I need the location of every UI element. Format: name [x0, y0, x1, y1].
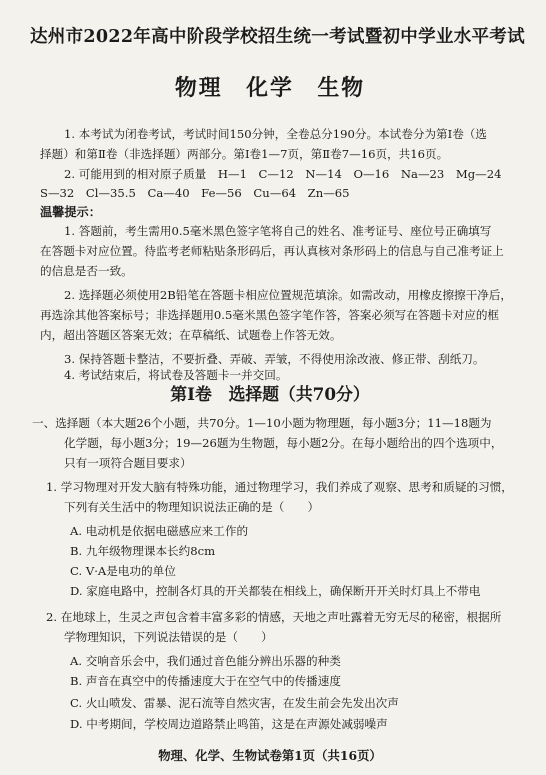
section-title: 第Ⅰ卷 选择题（共70分） — [170, 385, 370, 405]
tip-2-line-3: 内，超出答题区答案无效；在草稿纸、试题卷上作答无效。 — [40, 328, 342, 342]
section-intro-line-3: 只有一项符合题目要求） — [64, 456, 192, 470]
q1-option-d: D. 家庭电路中，控制各灯具的开关都装在相线上，确保断开开关时灯具上不带电 — [70, 584, 481, 598]
section-intro-line-2: 化学题，每小题3分；19—26题为生物题，每小题2分。在每小题给出的四个选项中， — [64, 436, 503, 450]
tip-4: 4. 考试结束后，将试卷及答题卡一并交回。 — [64, 368, 288, 382]
q1-option-b: B. 九年级物理课本长约8cm — [70, 544, 216, 558]
q1-stem-line-2: 下列有关生活中的物理知识说法正确的是（ ） — [64, 500, 320, 514]
tips-heading: 温馨提示： — [40, 205, 101, 219]
q2-option-d: D. 中考期间，学校周边道路禁止鸣笛，这是在声源处减弱噪声 — [70, 717, 388, 731]
tip-2-line-1: 2. 选择题必须使用2B铅笔在答题卡相应位置规范填涂。如需改动，用橡皮擦擦干净后， — [64, 288, 513, 302]
page-footer: 物理、化学、生物试卷第1页（共16页） — [158, 748, 382, 763]
exam-title: 达州市2022年高中阶段学校招生统一考试暨初中学业水平考试 — [30, 27, 525, 47]
q2-option-a: A. 交响音乐会中，我们通过音色能分辨出乐器的种类 — [70, 654, 341, 668]
note-1-line-2: 择题）和第Ⅱ卷（非选择题）两部分。第Ⅰ卷1—7页，第Ⅱ卷7—16页，共16页。 — [40, 147, 449, 161]
note-2-line-1: 2. 可能用到的相对原子质量 H—1 C—12 N—14 O—16 Na—23 Mg—24 — [64, 167, 502, 181]
tip-1-line-2: 在答题卡对应位置。待监考老师粘贴条形码后，再认真核对条形码上的信息与自己准考证上 — [40, 244, 504, 258]
tip-1-line-1: 1. 答题前，考生需用0.5毫米黑色签字笔将自己的姓名、准考证号、座位号正确填写 — [64, 224, 492, 238]
q2-option-c: C. 火山喷发、雷暴、泥石流等自然灾害，在发生前会先发出次声 — [70, 696, 399, 710]
tip-3: 3. 保持答题卡整洁，不要折叠、弄破、弄皱，不得使用涂改液、修正带、刮纸刀。 — [64, 352, 485, 366]
q1-option-c: C. V·A是电功的单位 — [70, 564, 176, 578]
note-1-line-1: 1. 本考试为闭卷考试，考试时间150分钟，全卷总分190分。本试卷分为第Ⅰ卷（选 — [64, 127, 487, 141]
q1-stem-line-1: 1. 学习物理对开发大脑有特殊功能，通过物理学习，我们养成了观察、思考和质疑的习惯， — [46, 480, 513, 494]
q2-stem-line-1: 2. 在地球上，生灵之声包含着丰富多彩的情感，天地之声吐露着无穷无尽的秘密，根据所 — [46, 610, 502, 624]
tip-1-line-3: 的信息是否一致。 — [40, 264, 133, 278]
q2-stem-line-2: 学物理知识，下列说法错误的是（ ） — [64, 630, 273, 644]
note-2-line-2: S—32 Cl—35.5 Ca—40 Fe—56 Cu—64 Zn—65 — [40, 186, 350, 200]
q2-option-b: B. 声音在真空中的传播速度大于在空气中的传播速度 — [70, 674, 341, 688]
subject-heading: 物理 化学 生物 — [175, 75, 365, 101]
section-intro-line-1: 一、选择题（本大题26个小题，共70分。1—10小题为物理题，每小题3分；11—18题为 — [32, 416, 492, 430]
q1-option-a: A. 电动机是依据电磁感应来工作的 — [70, 524, 249, 538]
tip-2-line-2: 再选涂其他答案标号；非选择题用0.5毫米黑色签字笔作答，答案必须写在答题卡对应的框 — [40, 308, 500, 322]
